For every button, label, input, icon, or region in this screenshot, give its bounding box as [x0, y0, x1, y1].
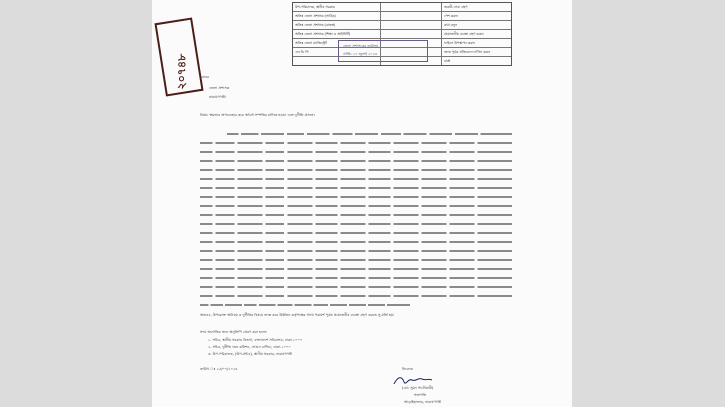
- stamp-line: প্রাপ্তি: ২৭ জুলাই ২০২৪: [343, 52, 378, 56]
- routing-right: জরুরী সেবা গ্রহণ: [444, 5, 468, 9]
- handwritten-margin-note: [154, 17, 203, 96]
- cc-item: ৩. উপ-পরিচালক, (উপ-সচিব), স্থানীয় সরকার, নারায়ণগঞ্জ: [208, 352, 292, 356]
- margin-note-text: ২০৭৪৮: [174, 53, 189, 90]
- routing-left: অতিঃ জেলা প্রশাসক (শিক্ষা ও আইসিটি): [293, 30, 381, 38]
- routing-right: কথা বলুন: [444, 23, 458, 27]
- routing-left: অতিঃ জেলা প্রশাসক (সার্বিক): [293, 12, 381, 20]
- sender-place: আড়াইহাজার, নারায়ণগঞ্জ: [404, 400, 442, 404]
- cc-item: ১. সচিব, স্থানীয় সরকার বিভাগ, বাংলাদেশ সচিবালয়, ঢাকা-১০০০: [208, 338, 303, 342]
- routing-left: এন ডি সি: [293, 48, 381, 56]
- routing-right: প্রয়োজনীয় ব্যবস্থা গ্রহণ করুন: [444, 32, 484, 36]
- to-line: নারায়ণগঞ্জ।: [209, 95, 227, 99]
- routing-right: তদন্ত পূর্বক প্রতিবেদন দাখিল করুন: [444, 50, 491, 54]
- routing-left: উপ-পরিচালক, স্থানীয় সরকার: [293, 3, 381, 11]
- cc-item: ২. সচিব, দুর্নীতি দমন কমিশন, সেগুন বাগিচা, ঢাকা-১০০০: [208, 345, 291, 349]
- routing-right: ফাইলে উপস্থাপন করুন: [444, 41, 475, 45]
- subject: বিষয়: ক্ষমতার অপব্যবহার করে অবৈধ সম্পত্তির মালিক হওয়া এবং দুর্নীতি প্রসঙ্গে।: [200, 113, 315, 117]
- letter-date: তারিখ ঃ ২৫/০৭/২০২৪: [200, 367, 238, 371]
- routing-left: অতিঃ জেলা ম্যাজিস্ট্রেট: [293, 39, 381, 47]
- receipt-stamp: [338, 40, 428, 62]
- document-page: [152, 0, 572, 407]
- sender-name: (মো: সুমন পাটোয়ারী): [402, 386, 434, 390]
- routing-right: বার্তা: [444, 59, 451, 63]
- to-line: জেলা প্রশাসক: [209, 86, 230, 90]
- routing-left: অতিঃ জেলা প্রশাসক (রাজস্ব): [293, 21, 381, 29]
- stamp-line: জেলা প্রশাসকের কার্যালয়: [343, 44, 379, 48]
- to-label: বরাবর: [200, 75, 209, 79]
- cc-title: সদয় অবগতির জন্য অনুলিপি প্রেরণ করা হলো:: [200, 330, 268, 334]
- closing-paragraph: অতএব, উপরোক্ত অনিয়ম ও দুর্নীতির বিষয়ে তদন্ত করে উর্ধ্বতন কর্তৃপক্ষের সাথে পরামর্শ পূর্বক প্রয়োজনীয় ব্যবস্থা গ্রহণ করতে সু-মর্জি হয়।: [200, 313, 395, 317]
- routing-right: পেশ করুন: [444, 14, 458, 18]
- sender-title: সভাপতি: [414, 393, 427, 397]
- sign-label: নিবেদক: [402, 367, 414, 371]
